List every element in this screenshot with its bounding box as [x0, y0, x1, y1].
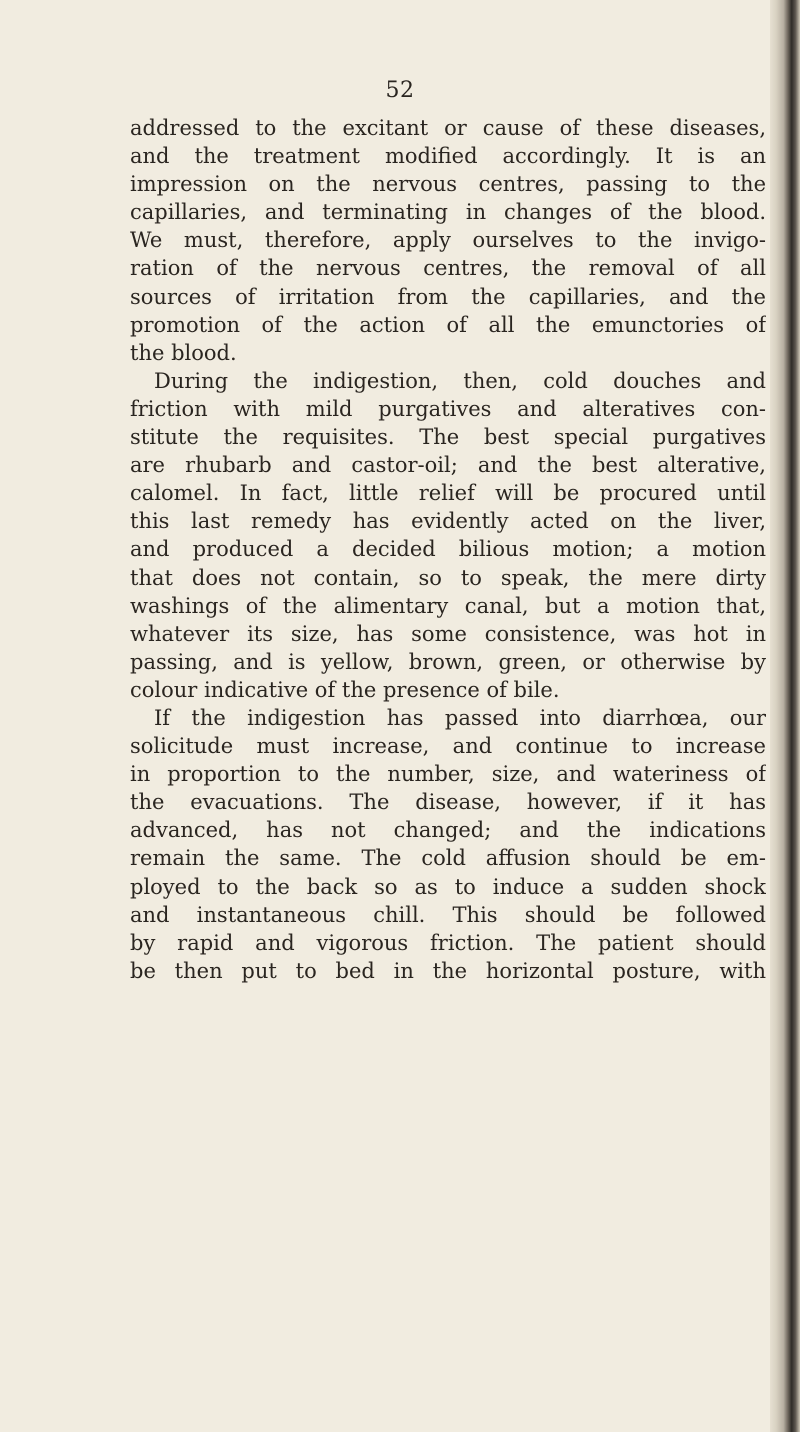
text-line: this last remedy has evidently acted on the liver, [130, 509, 766, 534]
body-text [130, 114, 766, 985]
text-line: and produced a decided bilious motion; a motion [130, 537, 766, 562]
page-number: 52 [385, 78, 415, 103]
text-line: impression on the nervous centres, passing to the [130, 172, 766, 197]
text-line: We must, therefore, apply ourselves to the invigo- [130, 228, 766, 253]
text-line: whatever its size, has some consistence, was hot in [130, 621, 766, 646]
text-line: by rapid and vigorous friction. The patient should [130, 930, 766, 955]
text-line: in proportion to the number, size, and wateriness of [130, 762, 766, 787]
page-binding-edge [770, 0, 800, 1432]
text-line: and instantaneous chill. This should be followed [130, 902, 766, 927]
text-line: remain the same. The cold affusion should be em- [130, 846, 766, 871]
text-line: friction with mild purgatives and alteratives con- [130, 396, 766, 421]
text-line: washings of the alimentary canal, but a motion that, [130, 593, 766, 618]
text-line: ployed to the back so as to induce a sudden shock [130, 874, 766, 899]
text-line: ration of the nervous centres, the removal of all [130, 256, 766, 281]
text-line: capillaries, and terminating in changes of the blood. [130, 200, 766, 225]
text-line: solicitude must increase, and continue to increase [130, 734, 766, 759]
text-line: stitute the requisites. The best special purgatives [130, 425, 766, 450]
text-line: sources of irritation from the capillaries, and the [130, 284, 766, 309]
text-line: the evacuations. The disease, however, if it has [130, 790, 766, 815]
text-line: colour indicative of the presence of bile. [130, 677, 560, 702]
text-line: the blood. [130, 340, 237, 365]
text-line: During the indigestion, then, cold douches and [154, 368, 766, 393]
text-line: addressed to the excitant or cause of these diseases, [130, 116, 766, 140]
text-line: be then put to bed in the horizontal posture, with [130, 958, 766, 983]
text-line: calomel. In fact, little relief will be procured until [130, 481, 766, 506]
text-line: advanced, has not changed; and the indications [130, 818, 766, 843]
text-line: and the treatment modified accordingly. It is an [130, 144, 766, 169]
text-line: promotion of the action of all the emunctories of [130, 312, 766, 337]
text-line: are rhubarb and castor-oil; and the best alterative, [130, 453, 766, 478]
text-line: passing, and is yellow, brown, green, or otherwise by [130, 649, 766, 674]
text-line: If the indigestion has passed into diarrhœa, our [154, 705, 766, 730]
text-line: that does not contain, so to speak, the mere dirty [130, 565, 766, 590]
